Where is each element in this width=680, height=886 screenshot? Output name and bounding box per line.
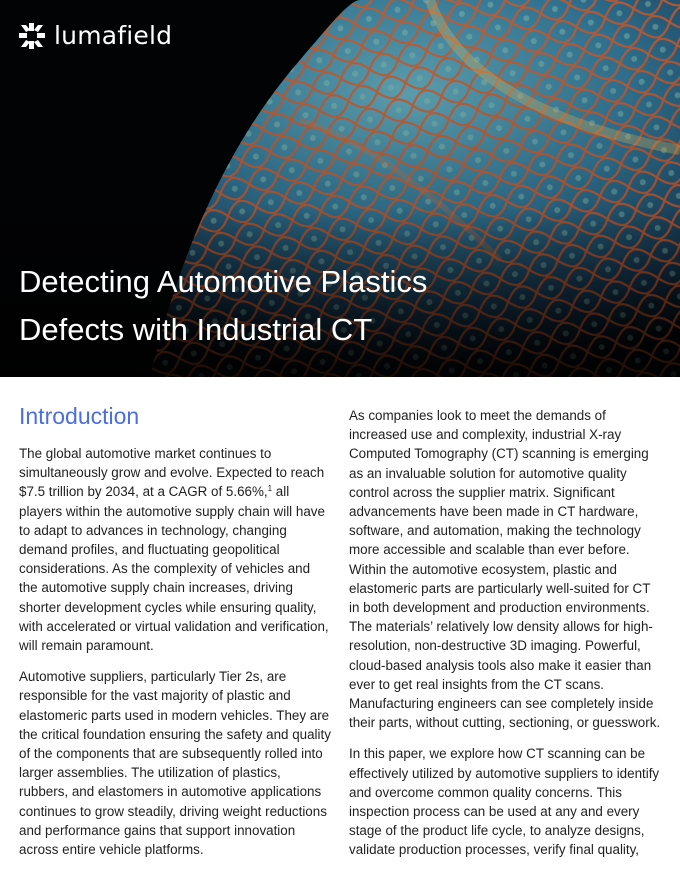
section-heading-introduction: Introduction — [19, 403, 140, 429]
right-column — [349, 406, 661, 872]
intro-p1-text-b: all players within the automotive supply chain will have to adapt to advances in technology, changing demand profiles, and fluctuating geopolitical considerations. As the complexity of vehicles and the automotive supply chain increases, driving shorter development cycles while ensuring quality, with accelerated or virtual validation and verification, will remain paramount. — [19, 484, 329, 654]
brand-wordmark: lumafield — [54, 21, 173, 50]
right-paragraph-2: In this paper, we explore how CT scanning can be effectively utilized by automotive suppliers to identify and overcome common quality concerns. This inspection process can be used at any and every stage of the product life cycle, to analyze designs, validate production processes, verify final quality, — [349, 746, 660, 858]
page-title — [19, 258, 639, 354]
intro-p1-text-a: The global automotive market continues to simultaneously grow and evolve. Expected to reach $7.5 trillion by 2034, at a CAGR of 5.66%, — [19, 446, 325, 500]
footnote-ref-1[interactable]: 1 — [267, 484, 273, 494]
lumafield-logo-icon — [18, 22, 46, 50]
intro-paragraph-2: Automotive suppliers, particularly Tier 2s, are responsible for the vast majority of plastic and elastomeric parts used in modern vehicles. They are the critical foundation ensuring the safety and quality of the components that are subsequently rolled into larger assemblies. The utilization of plastics, rubbers, and elastomers in automotive applications continues to grow steadily, driving weight reductions and performance gains that support innovation across entire vehicle platforms. — [19, 669, 331, 858]
brand-logo — [18, 22, 172, 50]
intro-paragraph-1 — [19, 444, 331, 655]
title-line-2: Defects with Industrial CT — [19, 312, 373, 347]
title-line-1: Detecting Automotive Plastics — [19, 264, 428, 299]
hero-banner — [0, 0, 680, 377]
left-column — [19, 400, 331, 871]
right-paragraph-1: As companies look to meet the demands of increased use and complexity, industrial X-ray Computed Tomography (CT) scanning is emerging as an invaluable solution for automotive quality control across the supplier matrix. Significant advancements have been made in CT hardware, software, and automation, making the technology more accessible and scalable than ever before. Within the automotive ecosystem, plastic and elastomeric parts are particularly well-suited for CT in both development and production environments. The materials’ relatively low density allows for high-resolution, non-destructive 3D imaging. Powerful, cloud-based analysis tools also make it easier than ever to get real insights from the CT scans. Manufacturing engineers can see completely inside their parts, without cutting, sectioning, or guesswork. — [349, 408, 661, 731]
